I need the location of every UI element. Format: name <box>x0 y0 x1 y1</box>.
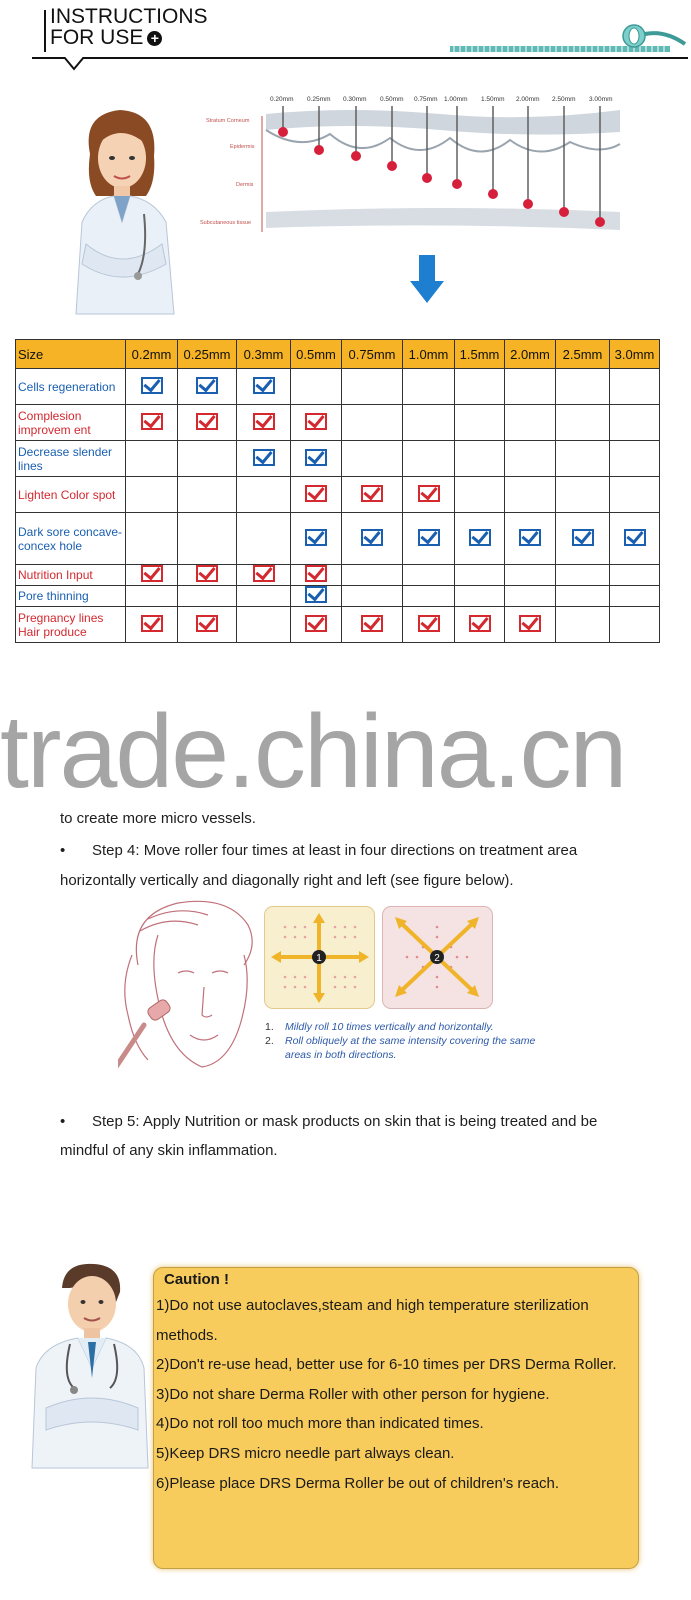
table-cell <box>237 369 291 405</box>
step4-line2: horizontally vertically and diagonally right and left (see figure below). <box>60 872 514 889</box>
table-cell <box>291 369 342 405</box>
checkmark-icon <box>305 413 327 430</box>
table-cell <box>505 607 556 643</box>
checkmark-icon <box>141 377 163 394</box>
table-cell <box>342 441 403 477</box>
title-line-1: INSTRUCTIONS <box>50 5 208 28</box>
step4-line1 <box>60 836 670 865</box>
table-cell <box>291 607 342 643</box>
table-cell <box>610 405 660 441</box>
checkmark-icon <box>305 485 327 502</box>
table-cell <box>403 513 455 565</box>
caption-line-3 <box>265 1048 535 1062</box>
table-cell <box>455 369 505 405</box>
table-cell <box>610 477 660 513</box>
table-cell <box>556 513 610 565</box>
table-cell <box>342 513 403 565</box>
watermark: trade.china.cn <box>0 694 626 810</box>
table-cell <box>505 477 556 513</box>
step3-fragment: to create more micro vessels. <box>60 810 256 827</box>
plus-circle-icon: + <box>147 31 162 46</box>
table-cell <box>403 607 455 643</box>
depth-label: 1.50mm <box>481 96 505 103</box>
table-cell <box>342 607 403 643</box>
row-label: Lighten Color spot <box>16 477 126 513</box>
table-cell <box>556 607 610 643</box>
table-cell <box>126 586 178 607</box>
table-cell <box>126 565 178 586</box>
checkmark-icon <box>253 413 275 430</box>
page-title <box>50 6 208 48</box>
row-label: Pregnancy lines Hair produce <box>16 607 126 643</box>
table-cell <box>237 607 291 643</box>
table-row <box>16 405 660 441</box>
checkmark-icon <box>519 615 541 632</box>
depth-label: 0.20mm <box>270 96 294 103</box>
table-cell <box>403 441 455 477</box>
header-notch-icon <box>64 57 84 71</box>
table-cell <box>556 405 610 441</box>
table-cell <box>342 369 403 405</box>
caution-list <box>156 1291 636 1498</box>
table-cell <box>505 513 556 565</box>
checkmark-icon <box>418 529 440 546</box>
checkmark-icon <box>305 449 327 466</box>
vertical-horizontal-pattern <box>264 906 375 1009</box>
table-cell <box>126 477 178 513</box>
table-cell <box>237 513 291 565</box>
checkmark-icon <box>418 615 440 632</box>
table-cell <box>237 441 291 477</box>
step5-text: Step 5: Apply Nutrition or mask products on skin that is being treated and be <box>92 1113 598 1130</box>
table-cell <box>178 586 237 607</box>
column-header: 0.75mm <box>342 340 403 369</box>
table-cell <box>403 586 455 607</box>
size-usage-table <box>15 339 660 643</box>
table-cell <box>403 405 455 441</box>
badge-1: 1 <box>316 953 322 964</box>
table-row <box>16 477 660 513</box>
checkmark-icon <box>572 529 594 546</box>
caution-item: 6)Please place DRS Derma Roller be out of children's reach. <box>156 1474 560 1492</box>
row-label: Pore thinning <box>16 586 126 607</box>
table-cell <box>237 586 291 607</box>
checkmark-icon <box>519 529 541 546</box>
table-cell <box>126 441 178 477</box>
checkmark-icon <box>305 565 327 582</box>
table-cell <box>610 369 660 405</box>
derma-roller-icon <box>450 20 690 60</box>
table-cell <box>178 565 237 586</box>
arrow-down-icon <box>410 255 444 305</box>
depth-label: 3.00mm <box>589 96 613 103</box>
table-cell <box>178 405 237 441</box>
face-rolling-illustration <box>118 895 278 1080</box>
table-cell <box>505 441 556 477</box>
cross-arrows-icon <box>265 907 374 1008</box>
table-cell <box>505 405 556 441</box>
header-divider-bar <box>44 10 46 52</box>
table-cell <box>342 565 403 586</box>
table-cell <box>237 405 291 441</box>
caution-item: 5)Keep DRS micro needle part always clean. <box>156 1444 455 1462</box>
table-cell <box>455 405 505 441</box>
depth-label: 1.00mm <box>444 96 468 103</box>
table-cell <box>556 441 610 477</box>
table-cell <box>403 369 455 405</box>
caution-item: 1)Do not use autoclaves,steam and high temperature sterilization methods. <box>156 1297 589 1344</box>
caution-item: 2)Don't re-use head, better use for 6-10 times per DRS Derma Roller. <box>156 1356 617 1374</box>
table-cell <box>455 441 505 477</box>
column-header: 0.3mm <box>237 340 291 369</box>
table-cell <box>126 513 178 565</box>
depth-label: 0.75mm <box>414 96 438 103</box>
table-cell <box>178 513 237 565</box>
table-cell <box>342 477 403 513</box>
table-row <box>16 586 660 607</box>
diagonal-pattern <box>382 906 493 1009</box>
column-header: 2.0mm <box>505 340 556 369</box>
table-row <box>16 369 660 405</box>
layer-label: Stratum Corneum <box>206 118 250 124</box>
table-cell <box>178 441 237 477</box>
caption-line-2 <box>265 1034 535 1048</box>
table-cell <box>342 405 403 441</box>
table-cell <box>455 607 505 643</box>
table-cell <box>556 369 610 405</box>
table-cell <box>505 565 556 586</box>
checkmark-icon <box>141 413 163 430</box>
table-cell <box>505 586 556 607</box>
female-doctor-illustration <box>62 104 192 324</box>
table-cell <box>610 565 660 586</box>
checkmark-icon <box>196 615 218 632</box>
caption-line-1 <box>265 1020 535 1034</box>
depth-label: 0.30mm <box>343 96 367 103</box>
table-cell <box>237 565 291 586</box>
caption-number: 2. <box>265 1035 274 1047</box>
row-label: Decrease slender lines <box>16 441 126 477</box>
depth-label: 0.25mm <box>307 96 331 103</box>
caution-box <box>153 1267 639 1569</box>
table-cell <box>291 405 342 441</box>
row-label: Nutrition Input <box>16 565 126 586</box>
checkmark-icon <box>196 413 218 430</box>
table-cell <box>455 565 505 586</box>
table-cell <box>342 586 403 607</box>
checkmark-icon <box>305 529 327 546</box>
column-header: 3.0mm <box>610 340 660 369</box>
table-cell <box>291 441 342 477</box>
row-label: Cells regeneration <box>16 369 126 405</box>
table-cell <box>455 477 505 513</box>
caption-text: Mildly roll 10 times vertically and horizontally. <box>285 1021 494 1033</box>
table-cell <box>126 369 178 405</box>
checkmark-icon <box>196 377 218 394</box>
caption-text: Roll obliquely at the same intensity covering the same <box>285 1035 536 1047</box>
male-doctor-illustration <box>22 1258 152 1473</box>
column-header: 2.5mm <box>556 340 610 369</box>
caption-number: 1. <box>265 1021 274 1033</box>
checkmark-icon <box>469 615 491 632</box>
checkmark-icon <box>361 615 383 632</box>
step4-text: Step 4: Move roller four times at least in four directions on treatment area <box>92 842 578 859</box>
depth-label: 0.50mm <box>380 96 404 103</box>
caption-text: areas in both directions. <box>285 1049 397 1061</box>
row-label: Complesion improvem ent <box>16 405 126 441</box>
checkmark-icon <box>253 377 275 394</box>
table-cell <box>291 513 342 565</box>
layer-label: Epidermis <box>230 144 255 150</box>
caution-title: Caution ! <box>164 1271 229 1288</box>
table-cell <box>610 441 660 477</box>
checkmark-icon <box>469 529 491 546</box>
checkmark-icon <box>141 565 163 582</box>
table-cell <box>403 477 455 513</box>
table-cell <box>178 369 237 405</box>
table-cell <box>291 565 342 586</box>
caution-item: 3)Do not share Derma Roller with other person for hygiene. <box>156 1385 550 1403</box>
checkmark-icon <box>253 565 275 582</box>
column-header: 0.25mm <box>178 340 237 369</box>
table-cell <box>126 405 178 441</box>
column-header: 1.0mm <box>403 340 455 369</box>
bullet: • <box>60 842 66 859</box>
step5-line1 <box>60 1107 670 1136</box>
checkmark-icon <box>361 529 383 546</box>
table-cell <box>403 565 455 586</box>
table-cell <box>610 586 660 607</box>
badge-2: 2 <box>434 953 440 964</box>
table-row <box>16 565 660 586</box>
bullet: • <box>60 1113 66 1130</box>
depth-label: 2.50mm <box>552 96 576 103</box>
column-header: Size <box>16 340 126 369</box>
table-cell <box>237 477 291 513</box>
checkmark-icon <box>196 565 218 582</box>
table-cell <box>556 477 610 513</box>
title-line-2 <box>50 27 208 48</box>
table-cell <box>455 513 505 565</box>
title-line-2-text: FOR USE <box>50 26 144 49</box>
table-cell <box>291 586 342 607</box>
checkmark-icon <box>418 485 440 502</box>
column-header: 1.5mm <box>455 340 505 369</box>
table-cell <box>126 607 178 643</box>
column-header: 0.5mm <box>291 340 342 369</box>
table-cell <box>610 513 660 565</box>
table-cell <box>505 369 556 405</box>
checkmark-icon <box>253 449 275 466</box>
skin-depth-diagram <box>200 92 630 242</box>
checkmark-icon <box>305 586 327 603</box>
table-cell <box>610 607 660 643</box>
table-cell <box>291 477 342 513</box>
table-header-row <box>16 340 660 369</box>
layer-label: Dermis <box>236 182 254 188</box>
figure-caption <box>265 1020 535 1062</box>
table-row <box>16 607 660 643</box>
table-cell <box>178 477 237 513</box>
checkmark-icon <box>361 485 383 502</box>
table-row <box>16 441 660 477</box>
checkmark-icon <box>624 529 646 546</box>
depth-label: 2.00mm <box>516 96 540 103</box>
step5-line2: mindful of any skin inflammation. <box>60 1142 278 1159</box>
table-cell <box>556 565 610 586</box>
checkmark-icon <box>141 615 163 632</box>
caution-item: 4)Do not roll too much more than indicated times. <box>156 1415 484 1433</box>
table-body <box>16 369 660 643</box>
row-label: Dark sore concave-concex hole <box>16 513 126 565</box>
diagonal-arrows-icon <box>383 907 492 1008</box>
checkmark-icon <box>305 615 327 632</box>
table-cell <box>556 586 610 607</box>
table-cell <box>178 607 237 643</box>
column-header: 0.2mm <box>126 340 178 369</box>
layer-label: Subcutaneous tissue <box>200 220 252 226</box>
table-cell <box>455 586 505 607</box>
table-row <box>16 513 660 565</box>
